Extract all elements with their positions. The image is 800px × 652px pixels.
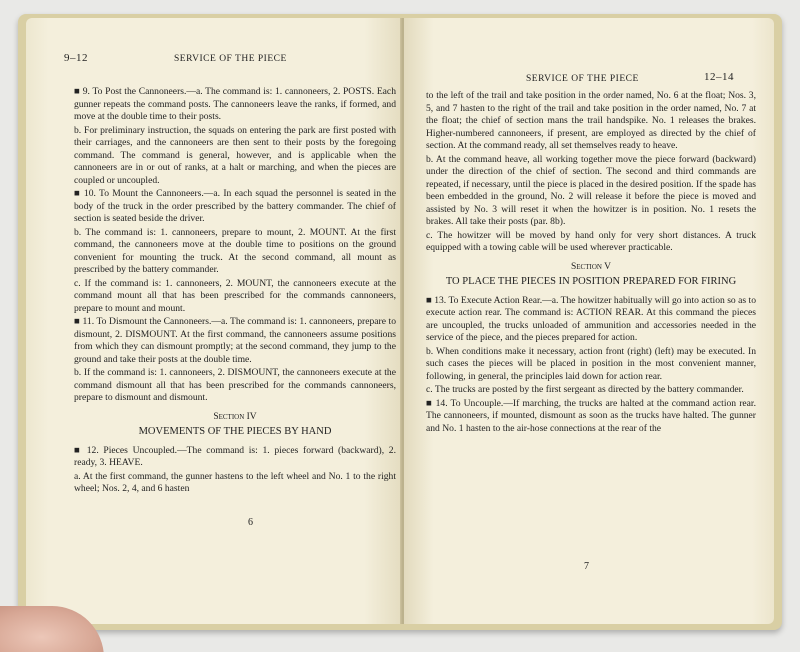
section-title: TO PLACE THE PIECES IN POSITION PREPARED FOR FIRING: [445, 276, 737, 287]
paragraph: b. If the command is: 1. cannoneers, 2. DISMOUNT, the cannoneers execute at the command dismount all that has been prescribed for the commands cannoneers, prepare to dismount and dismount.: [74, 367, 396, 403]
left-page-text: [74, 86, 396, 497]
paragraph: ■ 14. To Uncouple.—If marching, the trucks are halted at the command action rear. The cannoneers, if mounted, dismount as soon as the trucks have halted. The gunner and No. 1 hasten to the air-hose connections at the rear of the: [426, 397, 756, 434]
right-page-text: [426, 90, 756, 436]
paragraph: a. At the first command, the gunner hastens to the left wheel and No. 1 to the right wheel; Nos. 2, 4, and 6 hasten: [74, 470, 396, 494]
paragraph: ■ 13. To Execute Action Rear.—a. The howitzer habitually will go into action so as to execute action rear. The command is: ACTION REAR. At this command the pieces are uncoupled, the trucks unloaded of ammunition and accessories needed in the service of the piece, and the pieces prepared for action.: [426, 294, 756, 343]
paragraph: ■ 9. To Post the Cannoneers.—a. The command is: 1. cannoneers, 2. POSTS. Each gunner repeats the command posts. The cannoneers leave the ranks, if formed, and move at the double time to their posts.: [74, 86, 396, 122]
paragraph: ■ 12. Pieces Uncoupled.—The command is: 1. pieces forward (backward), 2. ready, 3. HEAVE.: [74, 444, 396, 468]
section-title: MOVEMENTS OF THE PIECES BY HAND: [138, 426, 332, 437]
paragraph: to the left of the trail and take position in the order named, No. 6 at the float; Nos. 3, 5, and 7 hasten to the right of the trail and take position in the order named, No. 7 at the float; the chief of section mans the trail handspike. No. 1 releases the brakes. Higher-numbered cannoneers, if present, are employed as directed by the chief of section. At the command ready, all set themselves ready to heave.: [426, 90, 756, 151]
paragraph: c. The trucks are posted by the first sergeant as directed by the battery commander.: [426, 384, 744, 395]
paragraph: b. At the command heave, all working together move the piece forward (backward) under the direction of the chief of section. The second and third commands are repeated, if necessary, until the piece is placed in the desired position. If the spade has been embedded in the ground, No. 2 will release it before the piece is moved and assisted by No. 3 will reset it when the howitzer is in position. No. 1 resets the brakes. All take their posts (par. 8b).: [426, 153, 756, 227]
section-label: Section V: [570, 261, 611, 272]
open-book: [18, 14, 782, 630]
right-running-page-range: 12–14: [704, 71, 734, 83]
section-label: Section IV: [213, 411, 257, 422]
left-page-number: 6: [248, 517, 253, 528]
paragraph: ■ 10. To Mount the Cannoneers.—a. In each squad the personnel is seated in the body of the truck in the order prescribed by the battery commander. The chief of section is seated beside the driver.: [74, 188, 396, 224]
paragraph: c. The howitzer will be moved by hand only for very short distances. A truck equipped with a towing cable will be used wherever practicable.: [426, 229, 756, 253]
paragraph: ■ 11. To Dismount the Cannoneers.—a. The command is: 1. cannoneers, prepare to dismount, 2. DISMOUNT. At the first command, the cannoneers assume positions from which they can dismount promptly; at the second command, they jump to the ground and take their posts at the double time.: [74, 316, 396, 365]
right-running-title: SERVICE OF THE PIECE: [526, 74, 639, 84]
paragraph: c. If the command is: 1. cannoneers, 2. MOUNT, the cannoneers execute at the command mount all that has been prescribed for the commands cannoneers, prepare to mount and mount.: [74, 277, 396, 314]
paragraph: b. The command is: 1. cannoneers, prepare to mount, 2. MOUNT. At the first command, the cannoneers move at the double time to positions on the ground convenient for mounting the truck. At the second command, all mount as prescribed by the battery commander.: [74, 226, 396, 275]
left-running-title: SERVICE OF THE PIECE: [174, 54, 287, 64]
paragraph: b. For preliminary instruction, the squads on entering the park are first posted with their carriages, and the cannoneers are then sent to their posts by the foregoing command. The command is general, however, and is applicable when the cannoneers are in or out of ranks, at a halt or marching, and when the pieces are coupled or uncoupled.: [74, 124, 396, 186]
paragraph: b. When conditions make it necessary, action front (right) (left) may be executed. In such cases the pieces will be placed in position in the most convenient manner, following, in general, the principles laid down for action rear.: [426, 345, 756, 382]
left-running-page-range: 9–12: [64, 52, 88, 64]
right-page-number: 7: [584, 561, 589, 572]
right-page: [404, 18, 774, 624]
left-page: [26, 18, 402, 624]
